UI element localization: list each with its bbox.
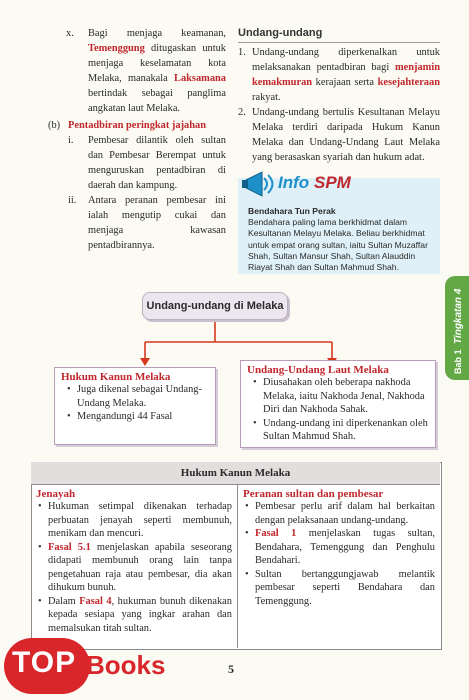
page-number: 5 [228, 662, 234, 676]
diagram-box-undang-laut [240, 360, 436, 448]
watermark-top: TOP [12, 646, 77, 679]
item-b-label: (b) [48, 120, 61, 131]
side-tab-bab: Bab 1 [453, 349, 463, 374]
term-temenggung: Temenggung [88, 43, 145, 54]
term-fasal-1: Fasal 1 [255, 528, 297, 539]
list-item: • Hukuman setimpal dikenakan terhadap perbuatan jenayah seperti membunuh, menikam dan mencuri. [48, 500, 232, 541]
point-1-text: Undang-undang diperkenalkan untuk melaksanakan pentadbiran bagi menjamin kemakmuran kerajaan serta kesejahteraan rakyat. [252, 47, 440, 103]
side-tab-text [445, 276, 469, 380]
watermark-books: Books [86, 650, 166, 680]
section-title-undang-undang: Undang-undang [238, 27, 323, 39]
table-cell-peranan [243, 488, 435, 608]
point-1-label: 1. [238, 47, 246, 58]
list-item: • Mengandungi 44 Fasal [77, 410, 209, 424]
item-x-label: x. [66, 28, 74, 39]
item-b-title: Pentadbiran peringkat jajahan [68, 120, 206, 131]
list-item: • Pembesar perlu arif dalam hal berkaitan dengan pelaksanaan undang-undang. [255, 500, 435, 527]
table-right-list [243, 500, 435, 608]
item-i-text: Pembesar dilantik oleh sultan dan Pembesar Berempat untuk menguruskan pentadbiran di daerah dan kampung. [88, 135, 226, 191]
diagram-root: Undang-undang di Melaka [142, 292, 288, 320]
side-tab-tingkatan: Tingkatan 4 [453, 288, 464, 344]
term-fasal-5-1: Fasal 5.1 [48, 541, 91, 553]
side-tab-text-wrap [445, 276, 469, 380]
term-laksamana: Laksamana [174, 73, 226, 84]
item-ii-text: Antara peranan pembesar ini ialah mengutip cukai dan menjaga kawasan pentadbirannya. [88, 195, 226, 251]
diagram-box-hukum-kanun [54, 367, 216, 445]
list-item: • Undang-undang ini diperkenankan oleh Sultan Mahmud Shah. [263, 417, 429, 444]
item-x-text: Bagi menjaga keamanan, Temenggung ditugaskan untuk menjaga keselamatan kota Melaka, manakala Laksamana bertindak sebagai panglima angkatan laut Melaka. [88, 28, 226, 114]
topbooks-watermark [0, 636, 180, 696]
list-item: • Dalam Fasal 4, hukuman bunuh dikenakan kepada sesiapa yang ingkar arahan dan memalsukan titah sultan. [48, 595, 232, 636]
list-item: • Fasal 1 menjelaskan tugas sultan, Bendahara, Temenggung dan Penghulu Bendahari. [255, 527, 435, 568]
table-right-title: Peranan sultan dan pembesar [243, 488, 384, 500]
point-2-text: Undang-undang bertulis Kesultanan Melayu Melaka terdiri daripada Hukum Kanun Melaka dan Undang-Undang Laut Melaka yang berasaskan syariah dan hukum adat. [252, 107, 440, 163]
diagram-right-title: Undang-Undang Laut Melaka [247, 364, 389, 376]
table-left-title: Jenayah [36, 488, 76, 500]
term-menjamin-kemakmuran: menjamin kemakmuran [252, 62, 440, 88]
table-header: Hukum Kanun Melaka [31, 462, 440, 485]
diagram-right-list [249, 376, 429, 444]
list-item: • Diusahakan oleh beberapa nakhoda Melaka, iaitu Nakhoda Jenal, Nakhoda Diri dan Nakhoda Sahak. [263, 376, 429, 417]
point-2-label: 2. [238, 107, 246, 118]
item-ii-label: ii. [68, 195, 77, 206]
list-item: • Juga dikenal sebagai Undang-Undang Melaka. [77, 383, 209, 410]
item-i-label: i. [68, 135, 74, 146]
diagram-left-list [63, 383, 209, 424]
info-body: Bendahara paling lama berkhidmat dalam Kesultanan Melayu Melaka. Beliau berkhidmat untuk empat orang sultan, iaitu Sultan Muzaffar Shah, Sultan Mansur Shah, Sultan Alauddin Riayat Shah dan Sultan Mahmud Shah. [248, 217, 428, 273]
table-cell-jenayah [36, 488, 232, 635]
info-logo-spm: SPM [314, 173, 351, 192]
table-divider [237, 484, 238, 648]
diagram-left-title: Hukum Kanun Melaka [61, 371, 171, 383]
info-heading: Bendahara Tun Perak [248, 206, 336, 216]
term-kesejahteraan: kesejahteraan [377, 77, 440, 88]
list-item: • Sultan bertanggungjawab melantik pembesar seperti Bendahara dan Temenggung. [255, 568, 435, 609]
term-fasal-4: Fasal 4 [79, 595, 112, 607]
info-logo-info: Info [278, 173, 310, 192]
list-item: • Fasal 5.1 menjelaskan apabila seseorang didapati membunuh orang lain tanpa pengetahuan raja atau pembesar, dia akan dihukum bunuh. [48, 541, 232, 595]
table-left-list [36, 500, 232, 635]
